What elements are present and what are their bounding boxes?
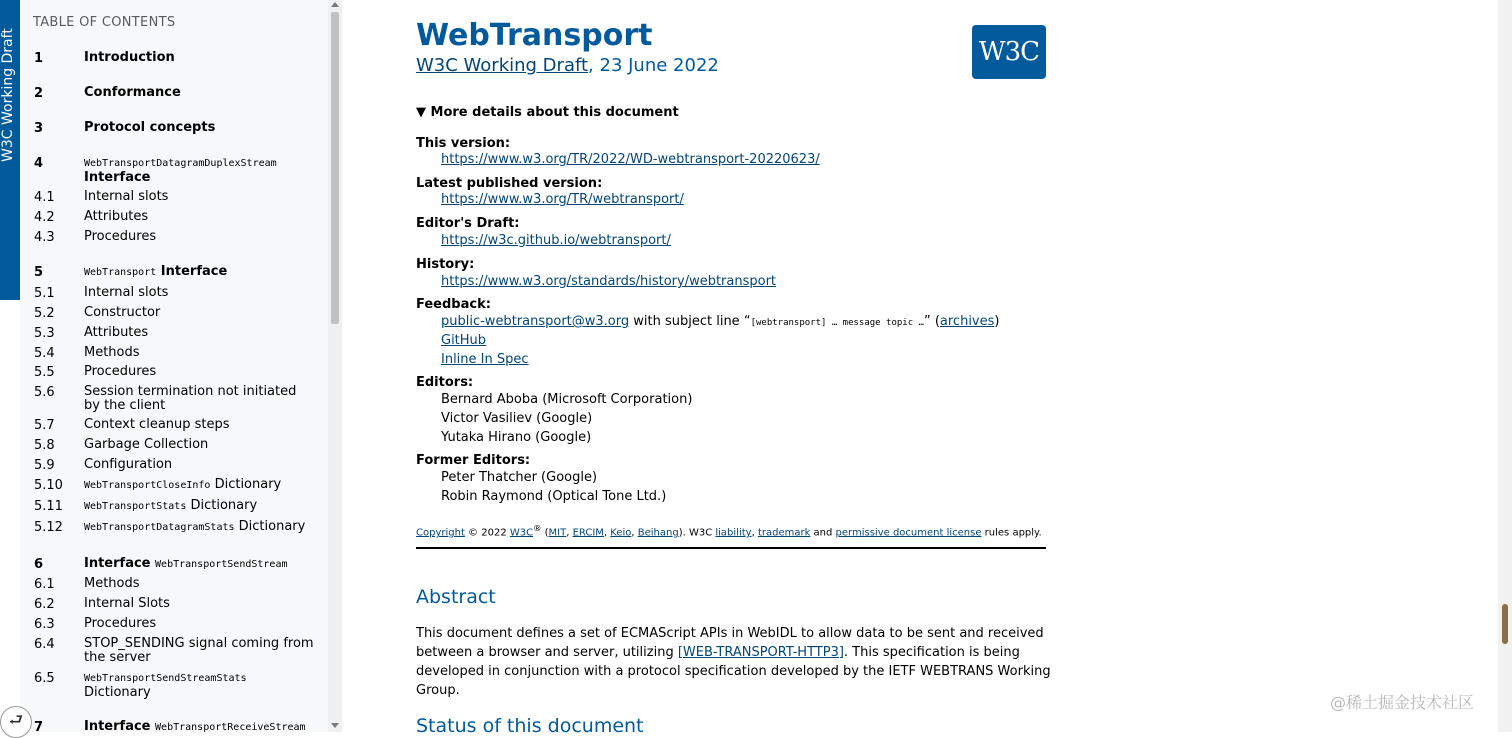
- collapse-toc-arrow-icon[interactable]: ⮐: [0, 706, 32, 738]
- watermark: @稀土掘金技术社区: [1330, 693, 1475, 712]
- trademark-link[interactable]: trademark: [757, 527, 811, 539]
- liability-link[interactable]: liability: [715, 527, 752, 539]
- w3c-logo[interactable]: W3C: [972, 25, 1046, 79]
- editors-draft-link[interactable]: https://w3c.github.io/webtransport/: [441, 233, 671, 248]
- mit-link[interactable]: MIT: [548, 527, 567, 539]
- editor-name: Bernard Aboba (Microsoft Corporation): [441, 392, 693, 407]
- page-title: WebTransport: [416, 18, 653, 53]
- latest-version-label: Latest published version:: [416, 176, 603, 191]
- divider: [416, 547, 1046, 549]
- former-editor-name: Robin Raymond (Optical Tone Ltd.): [441, 489, 667, 504]
- history-link[interactable]: https://www.w3.org/standards/history/webtransport: [441, 274, 777, 289]
- toc-scrollbar-thumb[interactable]: [331, 12, 339, 324]
- former-editors-label: Former Editors:: [416, 453, 531, 468]
- feedback-label: Feedback:: [416, 297, 491, 312]
- page-scrollbar-thumb[interactable]: [1502, 604, 1508, 644]
- toc-sidebar: TABLE OF CONTENTS 1 Introduction 2 Conformance 3 Protocol concepts 4 WebTransportDatagramDuplexStream Interface 4.1 Internal slots 4.2 Attributes 4.3 Procedures 5 WebTransport Interface 5.1 Internal slots 5.2 Constructor 5.3 Attributes 5.4 Methods 5.5 Procedures 5.6 Session termination not initiated by the client 5.7 Context cleanup steps 5.8 Garbage Collection 5.9 Configuration 5.10 WebTransportCloseInfo Dictionary 5.11 WebTransportStats Dictionary 5.12 WebTransportDatagramStats Dictionary 6 Interface WebTransportSendStream 6.1 Methods 6.2 Internal Slots 6.3 Procedures 6.4 STOP_SENDING signal coming from the server 6.5 WebTransportSendStreamStats Dictionary 7 Interface WebTransportReceiveStream: [20, 0, 328, 732]
- github-link[interactable]: GitHub: [441, 333, 487, 348]
- former-editor-name: Peter Thatcher (Google): [441, 470, 598, 485]
- feedback-line: public-webtransport@w3.org with subject line “[webtransport] … message topic …” (archives): [441, 314, 1000, 329]
- editors-label: Editors:: [416, 375, 474, 390]
- web-transport-http3-ref-link[interactable]: [WEB-TRANSPORT-HTTP3]: [677, 645, 844, 660]
- copyright-link[interactable]: Copyright: [416, 527, 465, 539]
- license-link[interactable]: permissive document license: [835, 527, 982, 539]
- copyright-notice: Copyright © 2022 W3C® (MIT, ERCIM, Keio, Beihang). W3C liability, trademark and permissive document license rules apply.: [416, 523, 1042, 539]
- toc-heading: TABLE OF CONTENTS: [33, 15, 176, 30]
- this-version-link[interactable]: https://www.w3.org/TR/2022/WD-webtransport-20220623/: [441, 152, 820, 167]
- inline-in-spec-link[interactable]: Inline In Spec: [441, 352, 529, 367]
- working-draft-link[interactable]: W3C Working Draft: [416, 55, 589, 76]
- this-version-label: This version:: [416, 136, 511, 151]
- working-draft-banner-label: W3C Working Draft: [0, 28, 16, 162]
- status-heading: Status of this document: [416, 715, 644, 737]
- editors-draft-label: Editor's Draft:: [416, 216, 520, 231]
- details-toggle[interactable]: ▼ More details about this document: [416, 105, 679, 120]
- archives-link[interactable]: archives: [939, 314, 995, 329]
- keio-link[interactable]: Keio: [610, 527, 632, 539]
- editor-name: Yutaka Hirano (Google): [441, 430, 592, 445]
- w3c-link[interactable]: W3C: [509, 527, 534, 539]
- abstract-heading: Abstract: [416, 586, 496, 608]
- beihang-link[interactable]: Beihang: [637, 527, 679, 539]
- history-label: History:: [416, 257, 475, 272]
- triangle-down-icon: ▼: [416, 105, 426, 120]
- scroll-up-arrow-icon[interactable]: [331, 2, 339, 7]
- editor-name: Victor Vasiliev (Google): [441, 411, 593, 426]
- page-subtitle: W3C Working Draft, 23 June 2022: [416, 55, 719, 76]
- toc-scrollbar[interactable]: [328, 0, 342, 732]
- abstract-paragraph: This document defines a set of ECMAScript APIs in WebIDL to allow data to be sent and received between a browser and server, utilizing [WEB-TRANSPORT-HTTP3]. This specification is being developed in conjunction with a protocol specification developed by the IETF WEBTRANS Working Group.: [416, 626, 1051, 698]
- page-scrollbar[interactable]: [1498, 0, 1512, 732]
- latest-version-link[interactable]: https://www.w3.org/TR/webtransport/: [441, 192, 684, 207]
- scroll-down-arrow-icon[interactable]: [331, 723, 339, 728]
- working-draft-banner[interactable]: [0, 0, 20, 300]
- ercim-link[interactable]: ERCIM: [572, 527, 604, 539]
- feedback-email-link[interactable]: public-webtransport@w3.org: [441, 314, 630, 329]
